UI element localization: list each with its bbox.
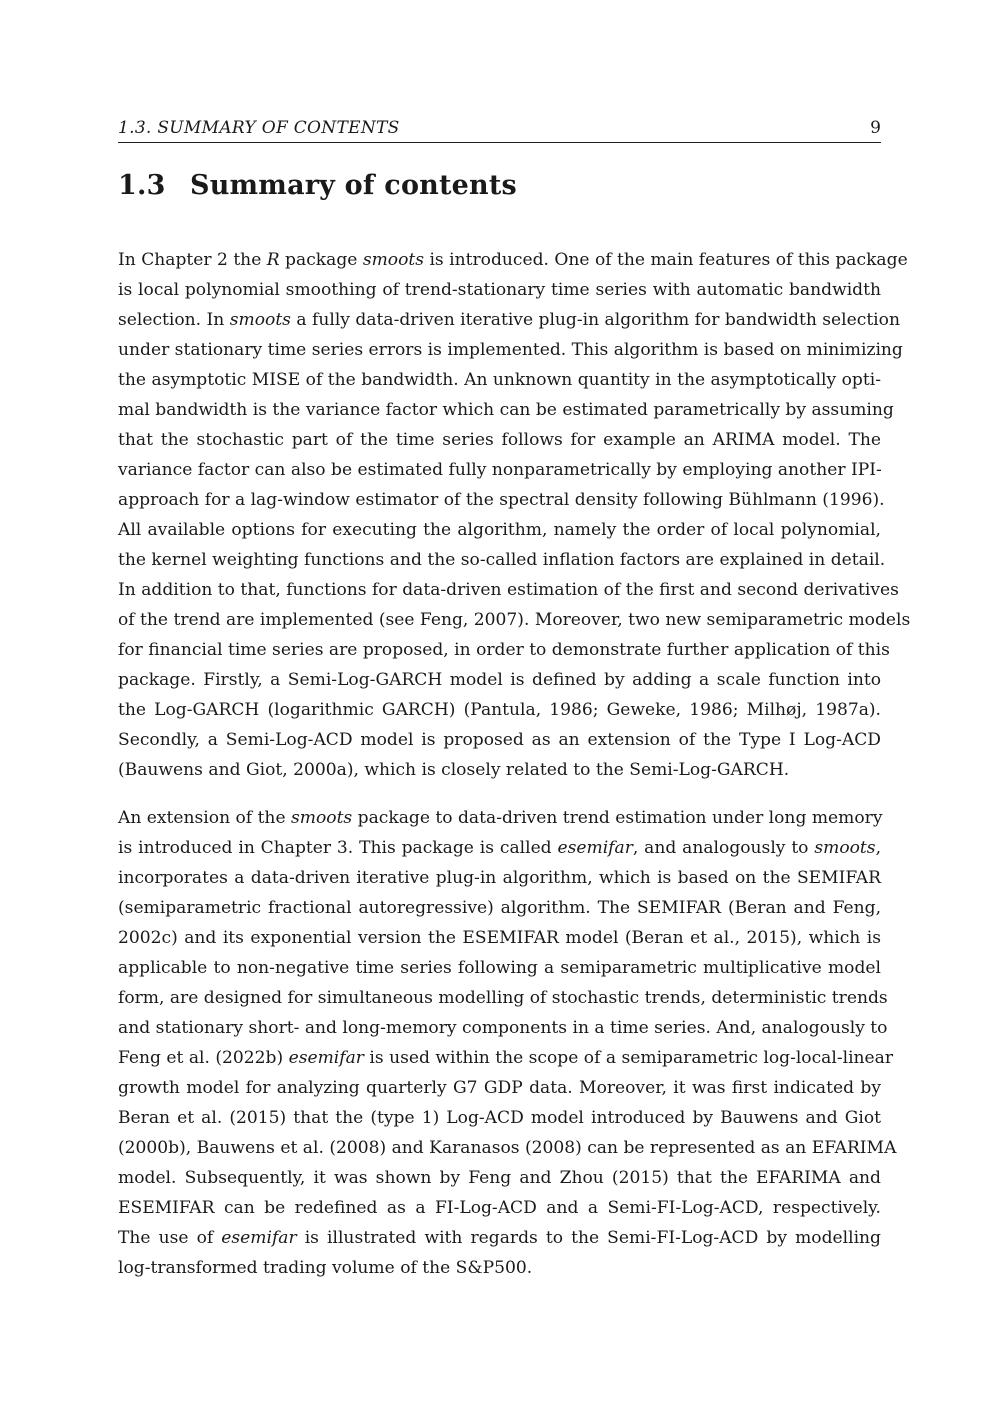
text-line [118,245,908,275]
text-line [118,1223,881,1253]
text-run: ESEMIFAR can be redefined as a FI-Log-ACD and a Semi-FI-Log-ACD, respectively. [118,1198,881,1218]
text-run: a fully data-driven iterative plug-in algorithm for bandwidth selection [290,310,900,330]
text-run: mal bandwidth is the variance factor which can be estimated parametrically by assuming [118,400,894,420]
text-run: model. Subsequently, it was shown by Feng and Zhou (2015) that the EFARIMA and [118,1168,881,1188]
text-line [118,425,881,455]
italic-term: smoots [362,250,425,270]
text-run: In addition to that, functions for data-driven estimation of the first and second derivatives [118,580,899,600]
text-line [118,1163,881,1193]
text-line [118,1013,888,1043]
text-line [118,635,890,665]
text-run: the kernel weighting functions and the so-called inflation factors are explained in detail. [118,550,886,570]
text-run: selection. In [118,310,230,330]
text-line [118,455,881,485]
text-run: All available options for executing the algorithm, namely the order of local polynomial, [118,520,881,540]
text-run: that the stochastic part of the time series follows for example an ARIMA model. The [118,430,881,450]
text-run: is illustrated with regards to the Semi-FI-Log-ACD by modelling [296,1228,881,1248]
italic-term: smoots [229,310,291,330]
text-line [118,725,881,755]
text-line [118,893,881,923]
page-number: 9 [870,118,881,138]
italic-term: esemifar [557,838,633,858]
text-line [118,953,881,983]
text-run: approach for a lag-window estimator of the spectral density following Bühlmann (1996). [118,490,885,510]
section-heading [118,170,517,201]
text-line [118,1193,881,1223]
text-run: package. Firstly, a Semi-Log-GARCH model is defined by adding a scale function into [118,670,881,690]
text-run: Beran et al. (2015) that the (type 1) Log-ACD model introduced by Bauwens and Giot [118,1108,881,1128]
section-number: 1.3 [118,170,166,201]
text-run: and stationary short- and long-memory components in a time series. And, analogously to [118,1018,888,1038]
paragraph-2 [118,803,897,1283]
text-line [118,305,900,335]
text-run: the Log-GARCH (logarithmic GARCH) (Pantula, 1986; Geweke, 1986; Milhøj, 1987a). [118,700,881,720]
text-run: (2000b), Bauwens et al. (2008) and Karanasos (2008) can be represented as an EFARIMA [118,1138,897,1158]
text-run: (semiparametric fractional autoregressive) algorithm. The SEMIFAR (Beran and Feng, [118,898,881,918]
text-run: The use of [118,1228,222,1248]
text-run: , [875,838,881,858]
text-run: Secondly, a Semi-Log-ACD model is proposed as an extension of the Type I Log-ACD [118,730,881,750]
text-line [118,605,911,635]
text-run: form, are designed for simultaneous modelling of stochastic trends, deterministic trends [118,988,888,1008]
text-run: is introduced. One of the main features of this package [424,250,908,270]
text-line [118,755,881,785]
text-line [118,515,881,545]
text-line [118,1043,894,1073]
text-line [118,863,881,893]
text-run: is used within the scope of a semiparametric log-local-linear [363,1048,894,1068]
italic-term: smoots [814,838,876,858]
text-run: In Chapter 2 the [118,250,267,270]
text-run: growth model for analyzing quarterly G7 GDP data. Moreover, it was first indicated by [118,1078,881,1098]
text-line [118,575,899,605]
text-line [118,335,903,365]
text-run: for financial time series are proposed, in order to demonstrate further application of this [118,640,890,660]
italic-term: smoots [291,808,353,828]
text-run: (Bauwens and Giot, 2000a), which is closely related to the Semi-Log-GARCH. [118,760,790,780]
text-line [118,1253,881,1283]
italic-term: esemifar [221,1228,297,1248]
text-line [118,1103,881,1133]
text-run: applicable to non-negative time series following a semiparametric multiplicative model [118,958,881,978]
text-run: Feng et al. (2022b) [118,1048,289,1068]
text-line [118,395,894,425]
text-run: of the trend are implemented (see Feng, 2007). Moreover, two new semiparametric models [118,610,911,630]
text-line [118,665,881,695]
running-head [118,116,881,143]
text-line [118,545,886,575]
text-line [118,485,885,515]
text-line [118,695,881,725]
text-run: , and analogously to [632,838,815,858]
text-run: is local polynomial smoothing of trend-stationary time series with automatic bandwidth [118,280,881,300]
text-run: package [279,250,363,270]
section-title: Summary of contents [190,170,517,201]
text-line [118,1133,897,1163]
text-run: the asymptotic MISE of the bandwidth. An unknown quantity in the asymptotically opti- [118,370,881,390]
text-line [118,803,881,833]
text-run: incorporates a data-driven iterative plug-in algorithm, which is based on the SEMIFAR [118,868,881,888]
text-line [118,923,881,953]
text-run: is introduced in Chapter 3. This package is called [118,838,558,858]
text-run: An extension of the [118,808,291,828]
italic-term: R [266,250,280,270]
text-line [118,365,881,395]
paragraph-1 [118,245,911,785]
text-line [118,833,881,863]
running-head-title: 1.3. SUMMARY OF CONTENTS [118,118,400,138]
text-line [118,1073,881,1103]
text-run: variance factor can also be estimated fully nonparametrically by employing another IPI- [118,460,882,480]
text-run: package to data-driven trend estimation under long memory [352,808,883,828]
text-line [118,983,888,1013]
italic-term: esemifar [288,1048,364,1068]
text-run: 2002c) and its exponential version the ESEMIFAR model (Beran et al., 2015), which is [118,928,881,948]
text-line [118,275,881,305]
text-run: log-transformed trading volume of the S&P500. [118,1258,533,1278]
text-run: under stationary time series errors is implemented. This algorithm is based on minimizing [118,340,903,360]
